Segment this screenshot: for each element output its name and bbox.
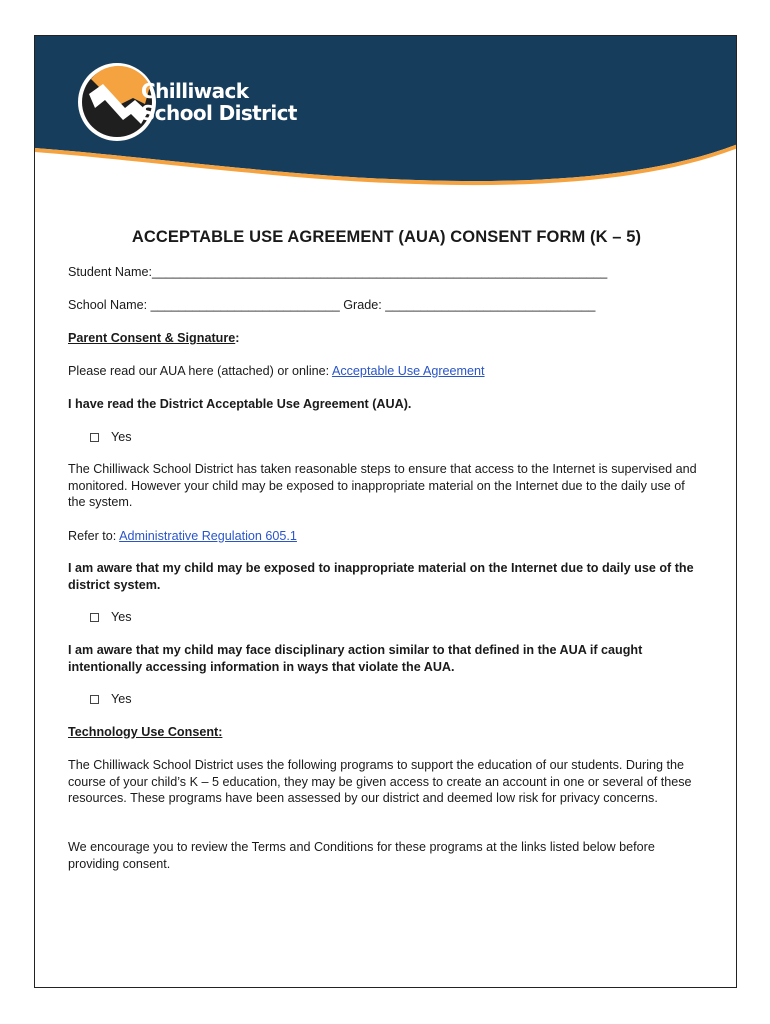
technology-consent-heading: Technology Use Consent: <box>68 725 223 739</box>
encourage-paragraph: We encourage you to review the Terms and Conditions for these programs at the links listed below before providing consent. <box>68 840 655 871</box>
brand-line-2: School District <box>141 101 297 125</box>
yes-label-2: Yes <box>111 610 132 624</box>
header-banner <box>35 36 737 206</box>
parent-consent-heading <box>68 330 239 346</box>
technology-paragraph: The Chilliwack School District uses the following programs to support the education of our students. During the course of your child’s K – 5 education, they may be given access to create an account in one or several of these resources. These programs have been assessed by our district and deemed low risk for privacy concerns. <box>68 758 692 805</box>
aware-statement-1: I am aware that my child may be exposed to inappropriate material on the Internet due to daily use of the district system. <box>68 561 694 592</box>
yes-label-3: Yes <box>111 692 132 706</box>
regulation-link[interactable]: Administrative Regulation 605.1 <box>119 529 297 543</box>
refer-line <box>68 528 297 544</box>
heading-colon: : <box>235 331 240 345</box>
checkbox-icon[interactable] <box>90 433 99 442</box>
internet-paragraph: The Chilliwack School District has taken reasonable steps to ensure that access to the Internet is supervised and monitored. However your child may be exposed to inappropriate material on the Internet due to the daily use of the system. <box>68 462 697 509</box>
yes-checkbox-1[interactable] <box>90 429 132 445</box>
document-page <box>34 35 737 988</box>
yes-checkbox-3[interactable] <box>90 691 132 707</box>
form-title: ACCEPTABLE USE AGREEMENT (AUA) CONSENT FORM (K – 5) <box>131 228 642 246</box>
yes-label-1: Yes <box>111 430 132 444</box>
read-statement: I have read the District Acceptable Use Agreement (AUA). <box>68 397 412 411</box>
aware-statement-2: I am aware that my child may face disciplinary action similar to that defined in the AUA if caught intentionally accessing information in ways that violate the AUA. <box>68 643 643 674</box>
refer-prefix: Refer to: <box>68 529 120 543</box>
student-name-field[interactable]: Student Name:_________________________________________________________________ <box>68 265 608 279</box>
checkbox-icon[interactable] <box>90 613 99 622</box>
school-grade-field[interactable]: School Name: ___________________________ Grade: ______________________________ <box>68 298 596 312</box>
parent-consent-heading-text: Parent Consent & Signature <box>68 331 236 345</box>
district-name <box>141 80 297 124</box>
read-aua-prefix: Please read our AUA here (attached) or online: <box>68 364 332 378</box>
brand-line-1: Chilliwack <box>141 79 249 103</box>
read-aua-line <box>68 363 485 379</box>
yes-checkbox-2[interactable] <box>90 609 132 625</box>
aua-link[interactable]: Acceptable Use Agreement <box>331 364 485 378</box>
checkbox-icon[interactable] <box>90 695 99 704</box>
